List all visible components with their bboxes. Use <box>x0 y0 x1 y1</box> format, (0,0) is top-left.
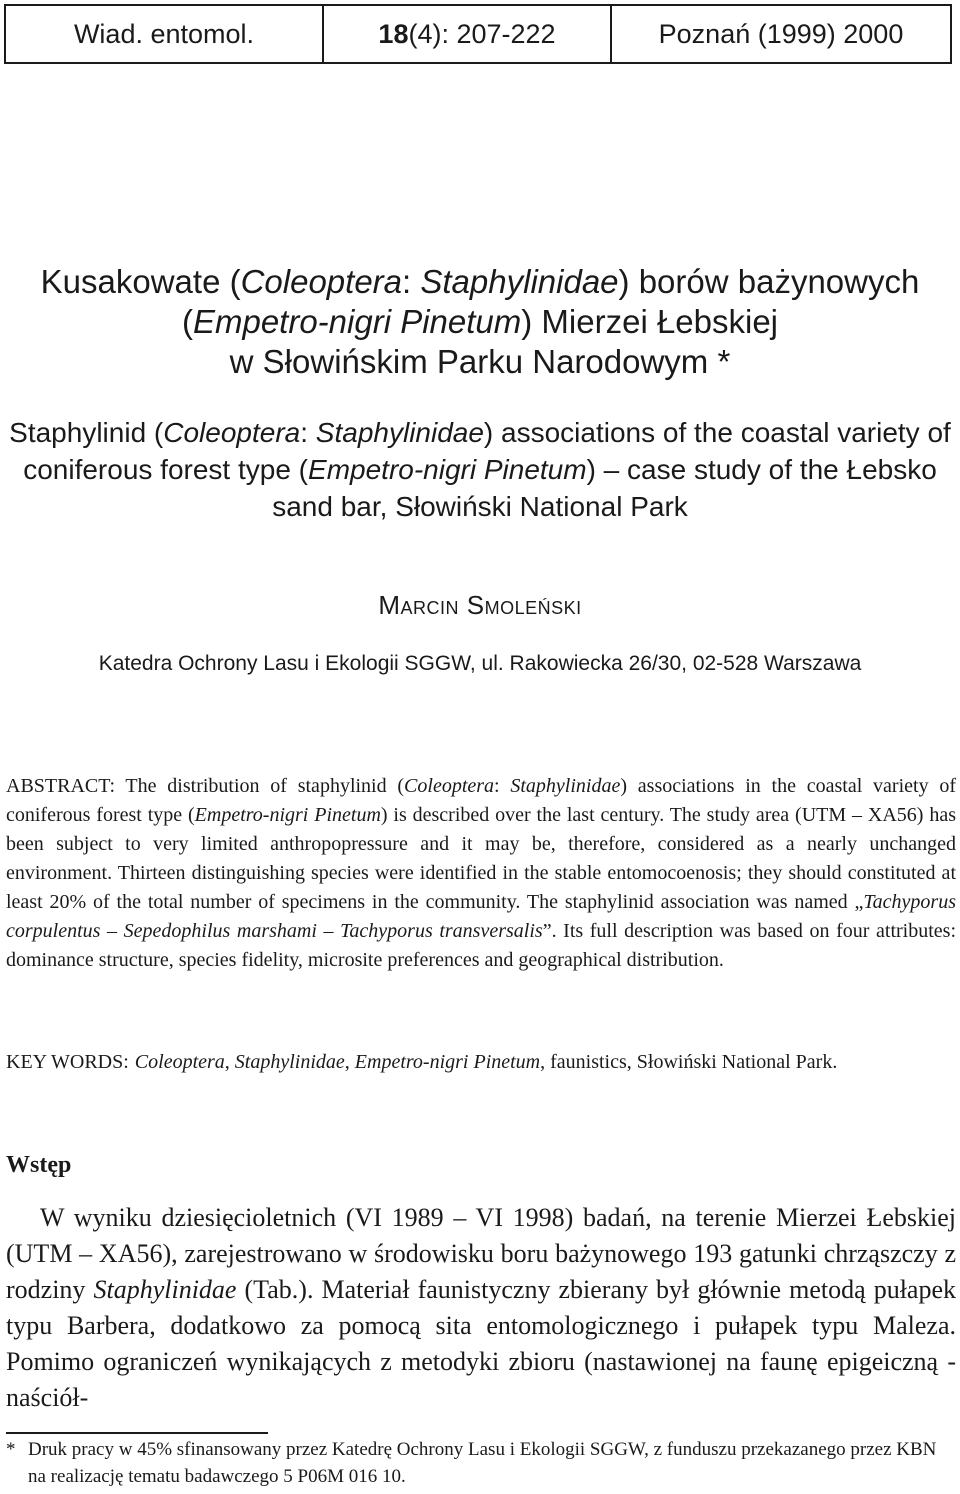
introduction-paragraph: W wyniku dziesięcioletnich (VI 1989 – VI 1998) badań, na terenie Mierzei Łebskiej (UTM – XA56), zarejestrowano w środowisku boru bażynowego 193 gatunki chrząszczy z rodziny Staphylinidae (Tab.). Materiał faunistyczny zbierany był głównie metodą pułapek typu Barbera, dodatkowo za pomocą sita entomologicznego i pułapek typu Maleza. Pomimo ograniczeń wynikających z metodyki zbioru (nastawionej na faunę epigeiczną - naściół- <box>6 1203 957 1412</box>
title-polish-line-3: w Słowińskim Parku Narodowym * <box>229 343 731 380</box>
footnote-mark: * <box>6 1439 16 1460</box>
volume-number: 18 <box>378 18 409 49</box>
keywords <box>6 1048 956 1077</box>
title-polish-line-2: (Empetro-nigri Pinetum) Mierzei Łebskiej <box>181 303 779 340</box>
journal-issue <box>324 6 612 62</box>
footnote-divider <box>6 1432 268 1434</box>
keywords-list: Coleoptera, Staphylinidae, Empetro-nigri Pinetum, faunistics, Słowiński National Park. <box>134 1051 838 1073</box>
title-polish <box>0 262 960 382</box>
issue-pages: (4): 207-222 <box>408 18 556 49</box>
section-heading-introduction: Wstęp <box>6 1152 72 1178</box>
footnote-text: Druk pracy w 45% sfinansowany przez Katedrę Ochrony Lasu i Ekologii SGGW, z funduszu przekazanego przez KBN na realizację tematu badawczego 5 P06M 016 10. <box>28 1439 937 1487</box>
keywords-label: KEY WORDS: <box>6 1051 129 1073</box>
publication-place-year: Poznań (1999) 2000 <box>658 18 904 49</box>
author-name: Marcin Smoleński <box>378 590 582 620</box>
title-english <box>0 414 960 525</box>
journal-header <box>4 4 952 64</box>
title-english-line-3: sand bar, Słowiński National Park <box>272 491 688 522</box>
footnote <box>6 1436 956 1490</box>
title-polish-line-1: Kusakowate (Coleoptera: Staphylinidae) borów bażynowych <box>40 263 920 300</box>
title-english-line-2: coniferous forest type (Empetro-nigri Pinetum) – case study of the Łebsko <box>23 454 937 485</box>
journal-name: Wiad. entomol. <box>6 6 324 62</box>
author-affiliation: Katedra Ochrony Lasu i Ekologii SGGW, ul. Rakowiecka 26/30, 02-528 Warszawa <box>98 652 862 675</box>
abstract-paragraph: ABSTRACT: The distribution of staphylinid (Coleoptera: Staphylinidae) associations in the coastal variety of coniferous forest type (Empetro-nigri Pinetum) is described over the last century. The study area (UTM – XA56) has been subject to very limited anthropopressure and it may be, therefore, considered as a nearly unchanged environment. Thirteen distinguishing species were identified in the stable entomocoenosis; they should constituted at least 20% of the total number of specimens in the community. The staphylinid association was named „Tachyporus corpulentus – Sepedophilus marshami – Tachyporus transversalis”. Its full description was based on four attributes: dominance structure, species fidelity, microsite preferences and geographical distribution. <box>6 775 956 971</box>
title-english-line-1: Staphylinid (Coleoptera: Staphylinidae) associations of the coastal variety of <box>9 417 951 448</box>
